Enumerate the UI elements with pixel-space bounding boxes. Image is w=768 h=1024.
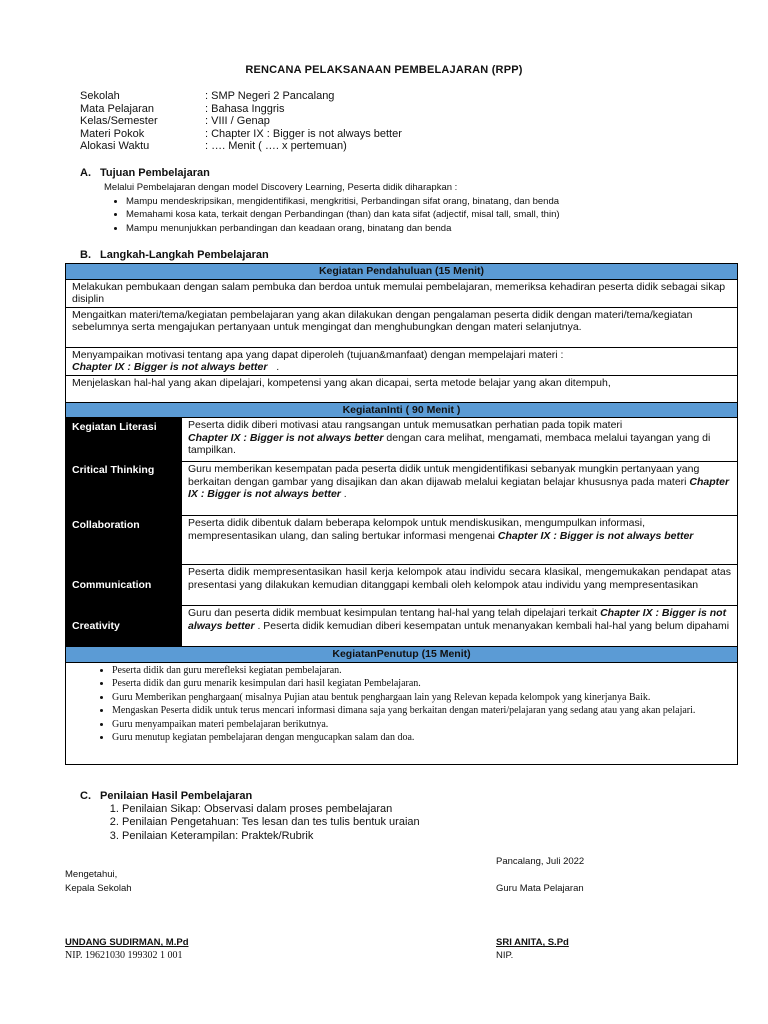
collaboration-label: Collaboration [66,516,182,565]
objectives-block [104,181,560,235]
identity-block [80,90,402,153]
document-title: RENCANA PELAKSANAAN PEMBELAJARAN (RPP) [245,64,523,76]
table-row: Melakukan pembukaan dengan salam pembuka dan berdoa untuk memulai pembelajaran, memeriksa kehadiran peserta didik sebagai sikap disiplin [66,279,738,307]
penutup-header: KegiatanPenutup (15 Menit) [66,647,738,663]
chapter-title: Chapter IX : Bigger is not always better [188,607,727,632]
section-b-heading [80,249,269,261]
kepala-sekolah-title: Kepala Sekolah [65,883,132,894]
learning-steps-table [65,263,738,765]
creativity-label: Creativity [66,606,182,647]
cell-text: Guru dan peserta didik membuat kesimpulan tentang hal-hal yang telah dipelajari terkait [188,607,601,619]
chapter-title: Chapter IX : Bigger is not always better [188,431,384,444]
pendahuluan-header: Kegiatan Pendahuluan (15 Menit) [66,264,738,280]
list-item: • Mengaskan Peserta didik untuk terus mencari informasi dimana saja yang berkaitan dengan materi/pelajaran yang sedang atau yang akan pelajari. [112,705,731,718]
objectives-intro: Melalui Pembelajaran dengan model Discovery Learning, Peserta didik diharapkan : [104,182,458,193]
table-row [66,347,738,375]
chapter-title: Chapter IX : Bigger is not always better [188,475,730,500]
info-value: : …. Menit ( …. x pertemuan) [205,140,347,153]
section-title: Penilaian Hasil Pembelajaran [100,790,253,802]
table-row: Mengaitkan materi/tema/kegiatan pembelajaran yang akan dilakukan dengan pengalaman peserta didik dengan materi/tema/kegiatan sebelumnya serta mengajukan pertanyaan untuk mengingat dan menghubungkan dengan materi selanjutnya. [66,307,738,347]
info-key: Alokasi Waktu [80,140,150,153]
penutup-content [66,662,738,764]
list-item: • Guru menutup kegiatan pembelajaran dengan mengucapkan salam dan doa. [112,732,731,745]
creativity-content [182,606,738,647]
section-title: Tujuan Pembelajaran [100,167,210,179]
cell-text: . Peserta didik kemudian diberi kesempatan untuk menanyakan kembali hal-hal yang belum dipahami [254,619,730,632]
list-item: 3. Penilaian Keterampilan: Praktek/Rubrik [122,830,420,843]
chapter-title: Chapter IX : Bigger is not always better [72,361,268,373]
assessment-block [100,803,420,843]
collaboration-content [182,516,738,565]
info-value: : Chapter IX : Bigger is not always better [205,127,402,140]
info-key: Materi Pokok [80,127,145,140]
section-letter: A. [80,167,91,179]
info-key: Mata Pelajaran [80,102,154,115]
cell-text: . [340,488,347,500]
info-row [80,90,402,103]
table-row: Menjelaskan hal-hal yang akan dipelajari, kompetensi yang akan dicapai, serta metode belajar yang akan ditempuh, [66,375,738,402]
info-row [80,115,402,128]
mengetahui-label: Mengetahui, [65,869,118,880]
info-value: : Bahasa Inggris [205,102,285,115]
list-item: 2. Penilaian Pengetahuan: Tes lesan dan tes tulis bentuk uraian [122,816,420,829]
cell-text: Peserta didik diberi motivasi atau rangsangan untuk memusatkan perhatian pada topik materi [188,419,623,431]
inti-header: KegiatanInti ( 90 Menit ) [66,402,738,418]
list-item: • Peserta didik dan guru menarik kesimpulan dari hasil kegiatan Pembelajaran. [112,678,731,691]
list-item: 1. Penilaian Sikap: Observasi dalam proses pembelajaran [122,803,420,816]
row-text: Menyampaikan motivasi tentang apa yang dapat diperoleh (tujuan&manfaat) dengan mempelajari materi : [72,348,564,361]
guru-title: Guru Mata Pelajaran [496,883,584,894]
cell-text: Peserta didik dibentuk dalam beberapa kelompok untuk mendiskusikan, mengumpulkan informasi, mempresentasikan ulang, dan saling bertukar informasi mengenai [188,517,646,542]
cell-text: dengan cara melihat, mengamati, membaca melalui tayangan yang di tampilkan. [188,431,711,456]
row-text: . [276,361,280,373]
info-row [80,140,402,153]
assessment-list [100,803,420,843]
guru-name: SRI ANITA, S.Pd [496,937,569,948]
list-item: • Memahami kosa kata, terkait dengan Perbandingan (than) dan kata sifat (adjectif, misal tall, small, thin) [126,208,560,222]
info-row [80,128,402,141]
section-letter: C. [80,790,91,802]
info-value: : SMP Negeri 2 Pancalang [205,90,335,102]
guru-nip: NIP. [496,950,514,961]
list-item: • Guru menyampaikan materi pembelajaran berikutnya. [112,719,731,732]
objectives-list [104,195,560,236]
closing-list [72,665,731,745]
kepala-sekolah-nip: NIP. 19621030 199302 1 001 [65,950,183,961]
chapter-title: Chapter IX : Bigger is not always better [497,529,694,542]
info-row [80,103,402,116]
cell-text: Guru memberikan kesempatan pada peserta didik untuk mengidentifikasi sebanyak mungkin pertanyaan yang berkaitan dengan gambar yang disajikan dan akan dijawab melalui kegiatan belajar khususnya pada materi [188,463,700,488]
list-item: • Peserta didik dan guru merefleksi kegiatan pembelajaran. [112,665,731,678]
section-letter: B. [80,249,91,261]
literasi-label: Kegiatan Literasi [66,418,182,462]
communication-content: Peserta didik mempresentasikan hasil kerja kelompok atau individu secara klasikal, mengemukakan pendapat atas presentasi yang dilakukan kemudian ditanggapi kembali oleh kelompok atau individu yang mempresentasikan [182,565,738,606]
info-key: Kelas/Semester [80,115,158,128]
literasi-content [182,418,738,462]
critical-thinking-content [182,462,738,516]
section-title: Langkah-Langkah Pembelajaran [100,249,269,261]
list-item: • Mampu mendeskripsikan, mengidentifikasi, mengkritisi, Perbandingan sifat orang, binatang, dan benda [126,195,560,209]
critical-thinking-label: Critical Thinking [66,462,182,516]
info-key: Sekolah [80,90,120,102]
kepala-sekolah-name: UNDANG SUDIRMAN, M.Pd [65,937,189,948]
list-item: • Guru Memberikan penghargaan( misalnya Pujian atau bentuk penghargaan lain yang Relevan kepada kelompok yang kinerjanya Baik. [112,692,731,705]
section-a-heading [80,167,210,179]
info-value: : VIII / Genap [205,115,270,128]
section-c-heading [80,790,252,802]
communication-label: Communication [66,565,182,606]
list-item: • Mampu menunjukkan perbandingan dan keadaan orang, binatang dan benda [126,222,560,236]
place-date: Pancalang, Juli 2022 [496,856,585,867]
